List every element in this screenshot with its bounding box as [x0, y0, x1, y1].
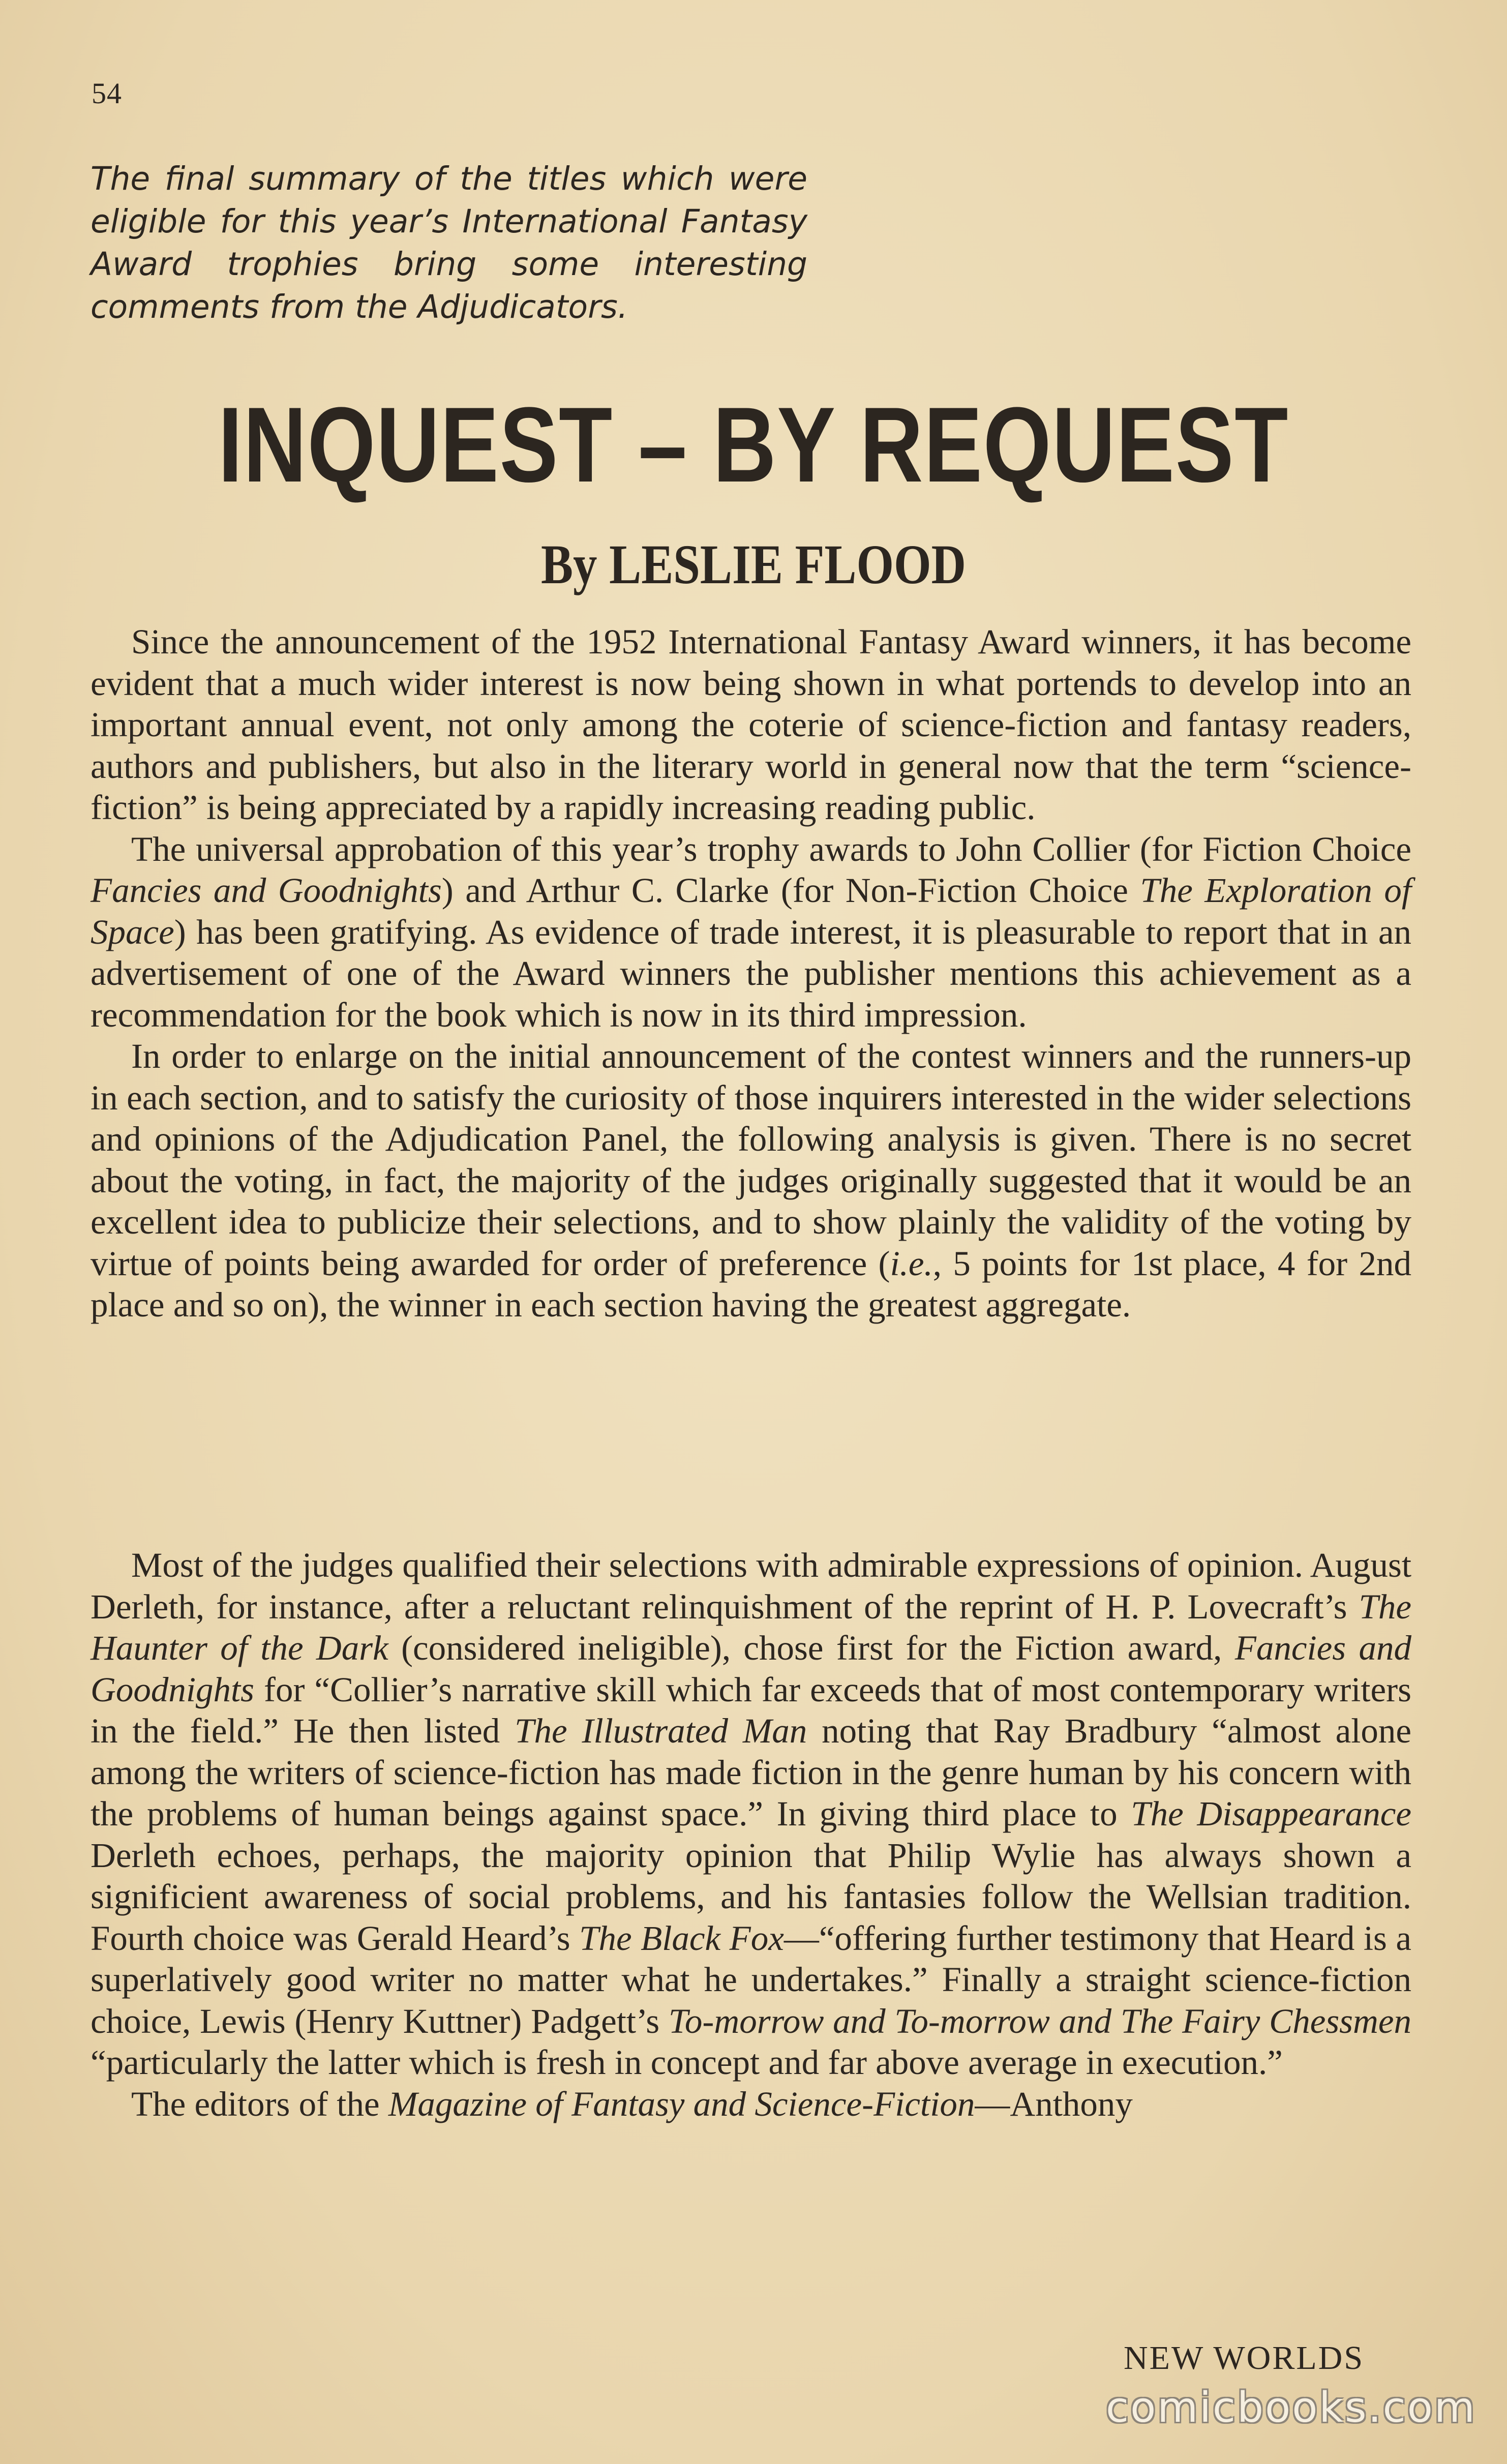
- article-body-section-1: [91, 621, 1411, 1326]
- body-text: Since the announcement of the 1952 International Fantasy Award winners, it has become evident that a much wider interest is now being shown in what portends to develop into an important annual event, not only among the coterie of science-fiction and fantasy readers, authors and publishers, but also in the literary world in general now that the term “science-fiction” is being appreciated by a rapidly increasing reading public.: [91, 622, 1411, 827]
- article-byline: By LESLIE FLOOD: [541, 533, 966, 595]
- watermark: comicbooks.com: [1106, 2384, 1476, 2432]
- body-text: (considered ineligible), chose first for the Fiction award,: [388, 1629, 1235, 1667]
- paragraph: [91, 621, 1411, 829]
- paragraph: [91, 2084, 1411, 2125]
- article-title: INQUEST – BY REQUEST: [218, 385, 1289, 504]
- body-text: ) and Arthur C. Clarke (for Non-Fiction Choice: [441, 871, 1140, 910]
- body-text: The editors of the: [131, 2084, 388, 2123]
- italic-title-text: i.e.: [890, 1244, 933, 1283]
- paragraph: [91, 1545, 1411, 2084]
- body-text: for “Collier’s narrative skill which far exceeds that of most contemporary writers in the field.” He then listed: [91, 1670, 1411, 1750]
- italic-title-text: Magazine of Fantasy and Science-Fiction: [388, 2084, 975, 2123]
- italic-title-text: The Disappearance: [1131, 1794, 1411, 1833]
- italic-title-text: To-morrow and To-morrow and The Fairy Chessmen: [668, 2001, 1411, 2040]
- body-text: noting that Ray Bradbury “almost alone among the writers of science-fiction has made fiction in the genre human by his concern with the problems of human beings against space.” In giving third place to: [91, 1711, 1412, 1833]
- italic-title-text: The Illustrated Man: [515, 1711, 807, 1750]
- body-text: , 5 points for 1st place, 4 for 2nd place and so on), the winner in each section having the greatest aggregate.: [91, 1244, 1411, 1324]
- paragraph: [91, 829, 1411, 1036]
- body-text: Derleth echoes, perhaps, the majority opinion that Philip Wylie has always shown a significient awareness of social problems, and his fantasies follow the Wellsian tradition. Fourth choice was Gerald Heard’s: [91, 1836, 1411, 1958]
- italic-title-text: The Exploration of Space: [91, 871, 1411, 951]
- body-text: “particularly the latter which is fresh in concept and far above average in execution.”: [91, 2043, 1283, 2082]
- body-text: Most of the judges qualified their selections with admirable expressions of opinion. August Derleth, for instance, after a reluctant relinquishment of the reprint of H. P. Lovecraft’s: [91, 1546, 1411, 1626]
- body-text: In order to enlarge on the initial announcement of the contest winners and the runners-up in each section, and to satisfy the curiosity of those inquirers interested in the wider selections and opinions of the Adjudication Panel, the following analysis is given. There is no secret about the voting, in fact, the majority of the judges originally suggested that it would be an excellent idea to publicize their selections, and to show plainly the validity of the voting by virtue of points being awarded for order of preference (: [91, 1037, 1411, 1283]
- paragraph: [91, 1036, 1411, 1326]
- body-text: The universal approbation of this year’s trophy awards to John Collier (for Fiction Choice: [131, 829, 1411, 868]
- italic-title-text: The Black Fox: [579, 1918, 784, 1958]
- italic-title-text: Fancies and Goodnights: [91, 871, 442, 910]
- body-text: ) has been gratifying. As evidence of trade interest, it is pleasurable to report that in an advertisement of one of the Award winners the publisher mentions this achievement as a recommendation for the book which is now in its third impression.: [91, 912, 1411, 1034]
- footer-magazine-name: NEW WORLDS: [1124, 2339, 1365, 2377]
- article-body-section-2: [91, 1545, 1411, 2125]
- italic-title-text: The Haunter of the Dark: [91, 1587, 1411, 1667]
- body-text: —Anthony: [975, 2084, 1133, 2123]
- italic-title-text: Fancies and Goodnights: [91, 1629, 1411, 1709]
- article-intro: The final summary of the titles which were eligible for this year’s International Fantasy Award trophies bring some interesting comments from the Adjudicators.: [91, 160, 807, 325]
- body-text: —“offering further testimony that Heard is a superlatively good writer no matter what he undertakes.” Finally a straight science-fiction choice, Lewis (Henry Kuttner) Padgett’s: [91, 1918, 1411, 2040]
- page-number: 54: [92, 77, 122, 110]
